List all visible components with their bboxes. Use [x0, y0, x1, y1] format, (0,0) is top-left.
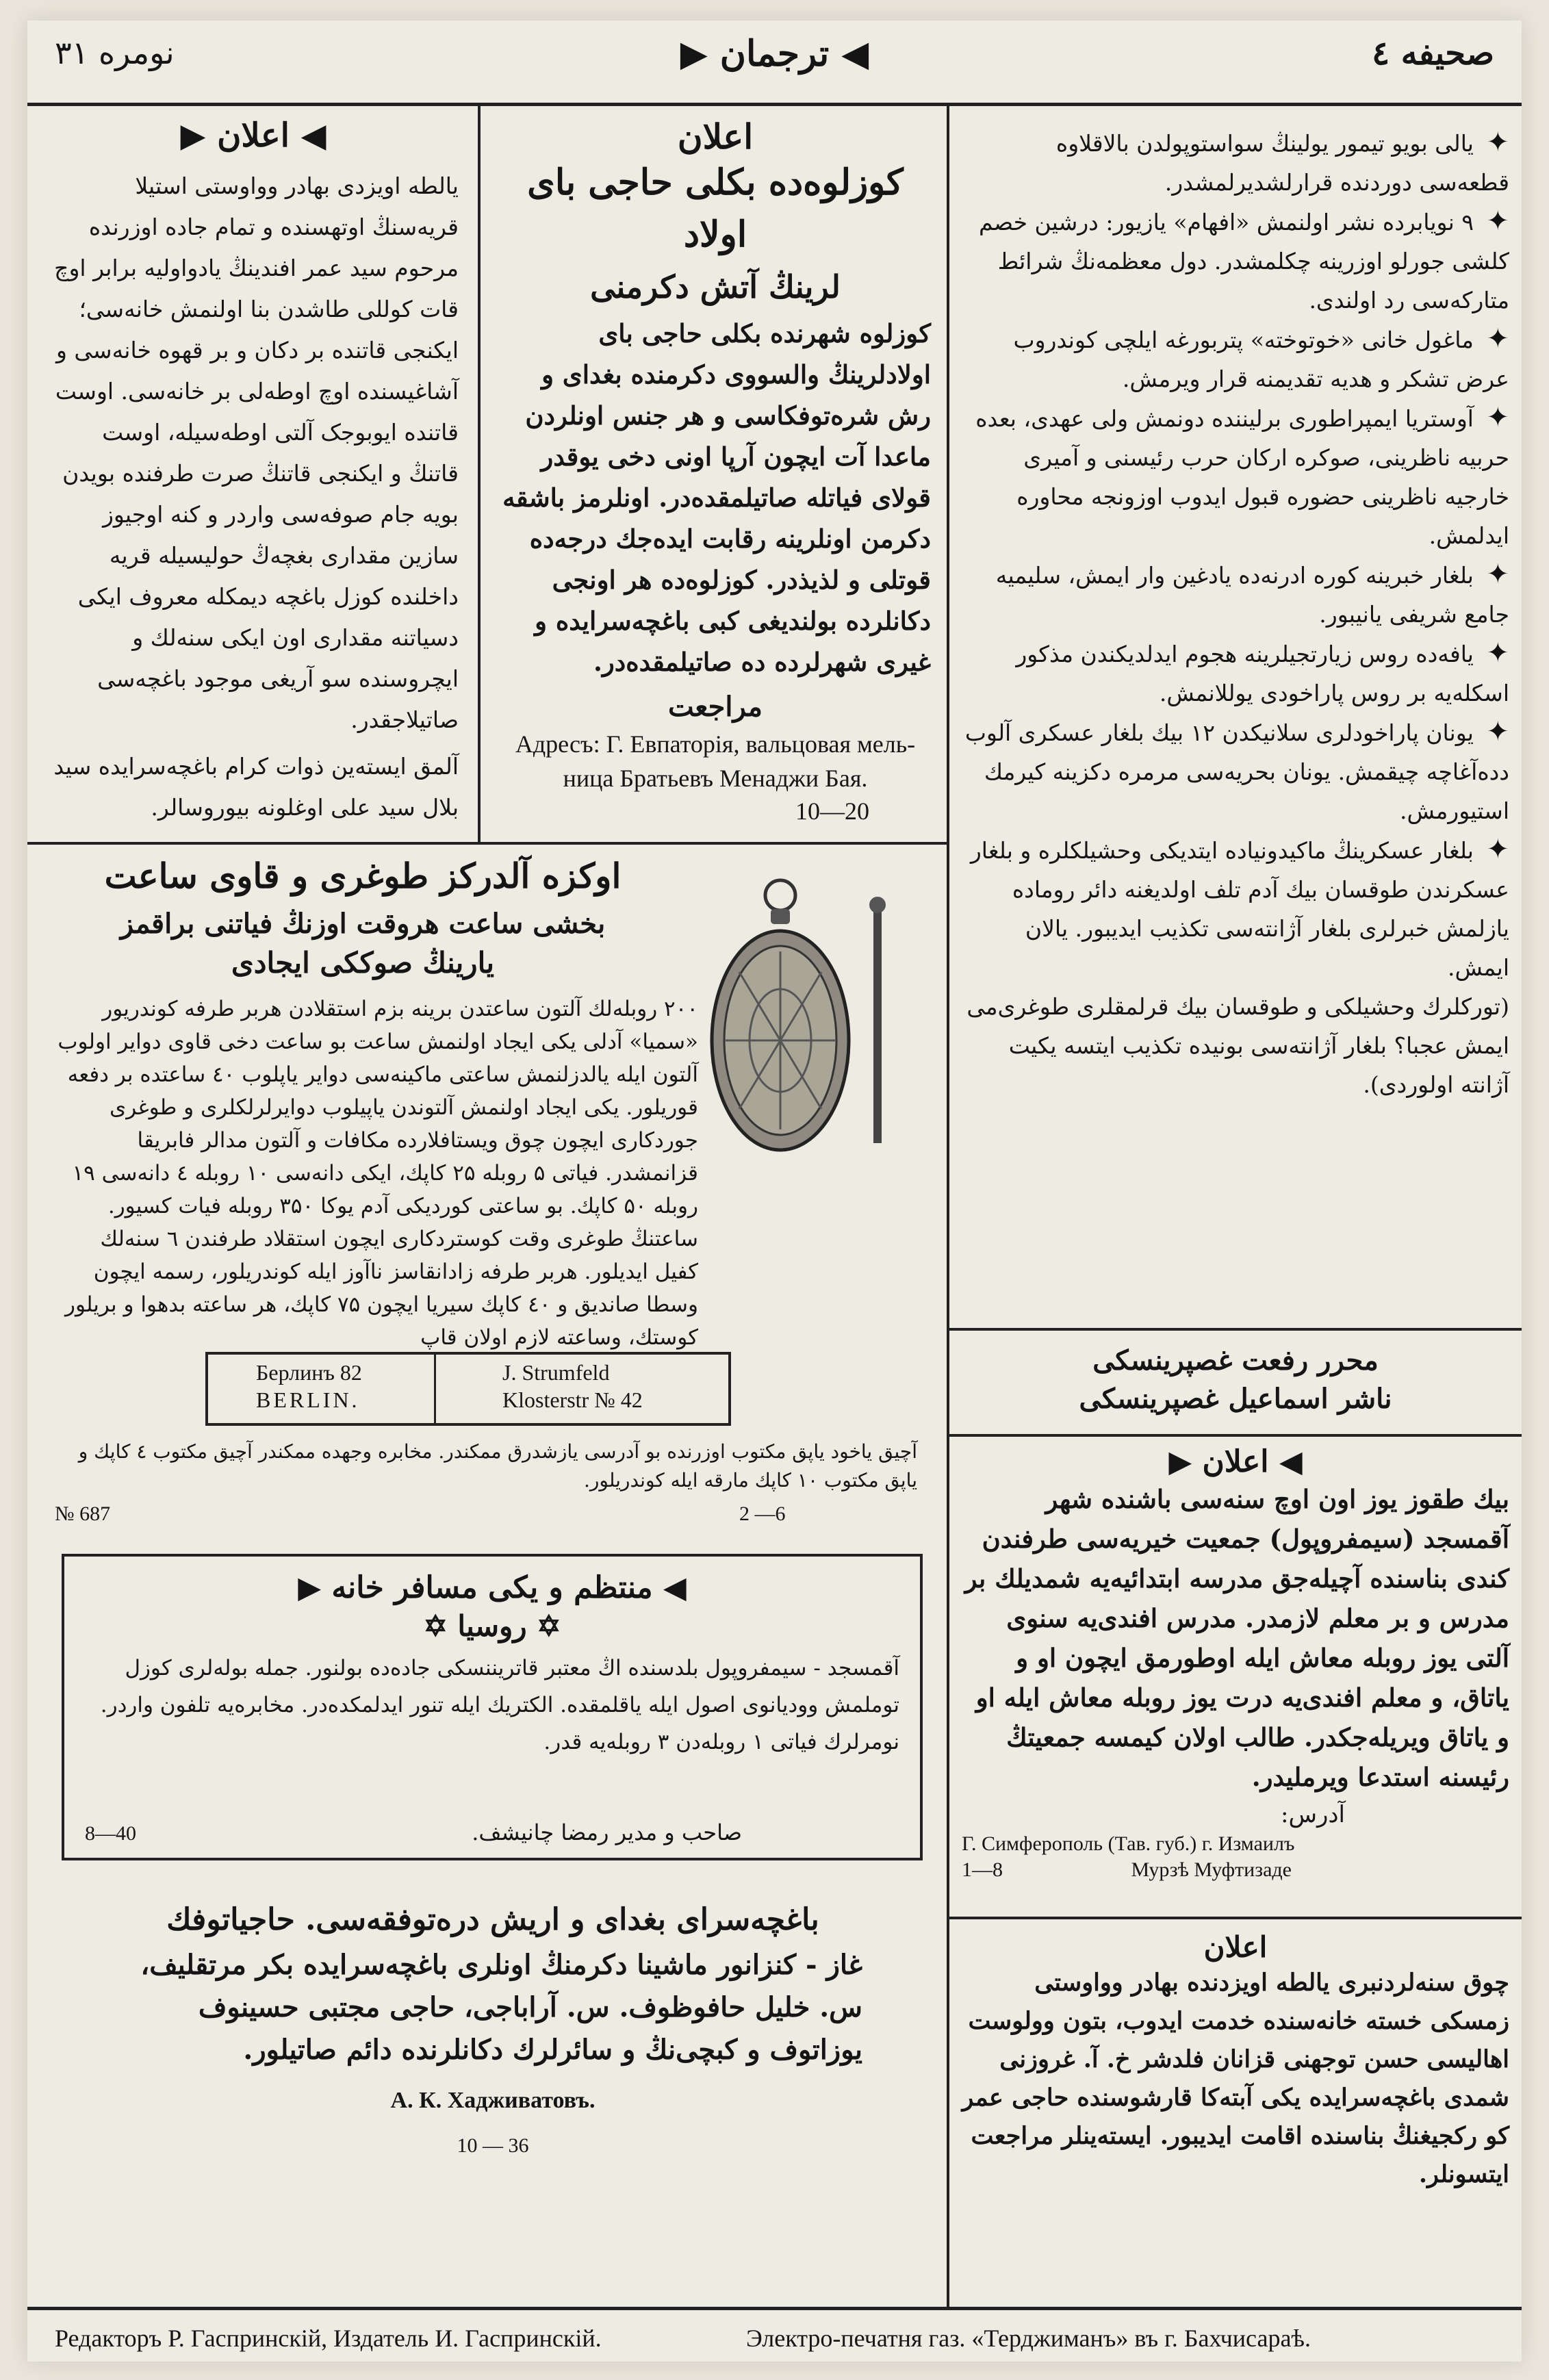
ad-paragraph: آلمق ایسته‌ین ذوات کرام باغچه‌سرایده سید بلال سید علی اوغلونه بیوروسالر. [53, 753, 459, 821]
address-line: Г. Симферополь (Тав. губ.) г. Измаилъ [962, 1832, 1295, 1855]
imprint-printer: Электро-печатня газ. «Терджиманъ» въ г. Бахчисараѣ. [746, 2325, 1311, 2352]
newspaper-page [27, 21, 1522, 2362]
school-ad [962, 1444, 1509, 1910]
address-label: آدرس: [1281, 1801, 1345, 1828]
ad-headline: کوزلوه‌ده بکلی حاجی بای اولاد [527, 162, 904, 255]
column-divider-right [947, 103, 949, 2307]
ad-body: آقمسجد - سیمفروپول بلدسنده اڭ معتبر قاتریننسکی جاده‌ده بولنور. جمله بوله‌لری کوزل توملمش وودیانوی اصول ایله یاقلمقده. الکتریك ایله تنور ایدلمکده‌در. مخابره‌یه تلفون واردر. نومرلرك فیاتی ۱ روبله‌دن ۳ روبله‌یه قدر. [100, 1656, 899, 1754]
news-text: یالی بویو تیمور یولینڭ سواستوپولدن بالاقلاوه قطعه‌سی دوردنده قرارلشدیرلمشدر. [1055, 130, 1509, 196]
ad-owner: صاحب و مدیر رمضا چانیشف. [472, 1819, 742, 1845]
editor-line: محرر رفعت غصپرینسکی [1092, 1344, 1379, 1377]
news-item [962, 398, 1509, 555]
diamond-icon: ✦ [1486, 716, 1509, 747]
diamond-icon: ✦ [1486, 637, 1509, 669]
news-item [962, 634, 1509, 713]
ad-paragraph: یالطه اویزدی بهادر وواوستی استیلا قریه‌سنڭ اوتهسنده و تمام جاده اوزرنده مرحوم سید عمر افندینڭ یادواولیه برابر اوچ قات کوللی طاشدن بنا اولنمش خانه‌سی؛ ایکنجی قاتنده بر دکان و بر قهوه خانه‌سی و آشاغیسنده اوچ اوطه‌لی بر خانه‌سی. اوست قاتنده ایوبوجک آلتی اوطه‌سیله، اوست قاتنڭ و ایکنجی قاتنڭ صرت طرفنده بویدن بویه جام صوفه‌سی واردر و کنه اوجیوز سازین مقداری بغچه‌ڭ حولیسیله قریه داخلنده کوزل باغچه دیمکله معروف ایکی دسیاتنه مقداری اون ایکی سنه‌لك و ایچروسنده سو آریغی موجود باغچه‌سی صاتیلاجقدر. [54, 172, 459, 733]
address-line [962, 1858, 1509, 1882]
diamond-icon: ✦ [1486, 402, 1509, 433]
box-divider [434, 1355, 436, 1423]
diamond-icon: ✦ [1486, 323, 1509, 355]
ad-title: اعلان [677, 116, 754, 157]
seller-name: J. Strumfeld [502, 1360, 610, 1385]
news-text: یونان پاراخودلری سلانیکدن ۱۲ بیك بلغار عسکری آلوب دده‌آغاچه چیقمش. یونان بحریه‌سی مرمره دکزینه کیرمك استیورمش. [964, 719, 1509, 824]
flour-mill-ad [55, 1896, 931, 2293]
news-item [962, 713, 1509, 830]
column-divider-left [478, 103, 481, 842]
news-item [962, 320, 1509, 398]
ad-code: 8—40 [85, 1822, 136, 1845]
news-column [962, 123, 1509, 1321]
address-line: Адресъ: Г. Евпаторія, вальцовая мель- [515, 730, 916, 758]
ad-title: ◀ منتظم و یکی مسافر خانه ▶ [298, 1570, 687, 1605]
publisher-line: ناشر اسماعیل غصپرینسکی [1079, 1383, 1392, 1415]
house-sale-ad [48, 116, 459, 828]
ad-number: № 687 [55, 1502, 111, 1525]
diamond-icon: ✦ [1486, 127, 1509, 158]
issue-number: نومره ۳۱ [55, 34, 175, 71]
pocket-watch-icon [705, 869, 910, 1164]
news-item [962, 987, 1509, 1104]
ad-code: 2 —6 [739, 1502, 786, 1525]
masthead-credits [962, 1342, 1509, 1424]
section-divider-right-credits [947, 1434, 1522, 1437]
feldsher-ad [962, 1930, 1509, 2300]
diamond-icon: ✦ [1486, 559, 1509, 590]
ad-body: چوق سنه‌لردنبری یالطه اویزدنده بهادر وواوستی زمسکی خسته خانه‌سنده خدمت ایدوب، بتون وولوست اهالیسی حسن توجهنی قزانان فلدشر خ. آ. غروزنی شمدی باغچه‌سرایده یکی آبته‌کا قارشوسنده حاجی عمر کو رکجیغنڭ بناسنده اقامت ایدیبور. ایسته‌ینلر مراجعت ایتسونلر. [962, 1969, 1509, 2188]
ad-body: کوزلوه شهرنده بکلی حاجی بای اولادلرینڭ والسووی دکرمنده بغدای و رش شرەتوفکاسی و هر جنس اونلردن ماعدا آت ایچون آرپا اونی دخی یوقدر قولای فیاتله صاتیلمقده‌در. اونلرمز باشقه دکرمن اونلرینه رقابت ایده‌جك درجه‌ده قوتلی و لذیذدر. کوزلوه‌ده هر اونجی دکانلرده بولندیغی کبی باغچه‌سرایده و غیری شهرلرده ده صاتیلمقده‌در. [502, 318, 931, 677]
address-line: ница Братьевъ Менаджи Бая. [563, 765, 868, 792]
ad-code: 1—8 [962, 1858, 1003, 1881]
news-text: ۹ نویابرده نشر اولنمش «افهام» یازیور: درشین خصم کلشی جورلو اوزرینه چکلمشدر. دول معظمه‌نڭ شرائط متارکه‌سی رد اولندی. [979, 209, 1509, 314]
ad-subhead: یارینڭ صوككی ایجادی [231, 946, 495, 980]
ad-body: ۲۰۰ روبله‌لك آلتون ساعتدن برینه بزم استقلادن هربر طرفه کوندریور «سمیا» آدلی یکی ایجاد اولنمش ساعت بو ساعت دخی قاوی دوایر اولوب آلتون ایله یالدزلنمش ساعتی ماکینه‌سی دوایر یاپلوب ٤۰ ساعتده بر دفعه قوریلور. یکی ایجاد اولنمش آلتوندن یاپیلوب دوایرلرلکلری و طوغری جوردکاری ایچون چوق ویستافلارده مکافات و آلتون مدالر فابریقا قزانمشدر. فیاتی ۵ روبله ۲۵ کاپك، ایکی دانه‌سی ۱۰ روبله ٤ دانه‌سی ۱۹ روبله ۵۰ کاپك. بو ساعتی کوردیکی آدم یوکا ۳۵۰ روبله فیات کسیور. ساعتنڭ طوغری وقت کوستردکاری ایچون استقلاد طرفندن ٦ سنه‌لك کفیل ایدیلور. هربر طرفه زادانقاسز ناآوز ایله کوندریلور، رسمه ایچون وسطا صاندیق و ٤۰ کاپك سیریا ایچون ۷۵ کاپك، هر ساعته بدهوا و بریلور کوستك، وساعته لازم اولان قاپ [57, 997, 698, 1350]
news-text: یافه‌ده روس زیارتجیلرینه هجوم ایدلدیکندن مذکور اسکله‌یه بر روس پاراخودی یوللانمش. [1016, 641, 1509, 706]
ad-title: اعلان [1203, 1930, 1268, 1964]
newspaper-title: ◀ ترجمان ▶ [680, 33, 869, 75]
diamond-icon: ✦ [1486, 834, 1509, 865]
ad-title: ◀ اعلان ▶ [180, 116, 327, 155]
ad-body: غاز - کنزانور ماشینا دکرمنڭ اونلری باغچه‌سرایده بکر مرتقلیف، س. خلیل حافوظوف. س. آراباجی، حاجی مجتبی حسینوف یوزاتوف و کبچی‌نڭ و سائرلرك دکانلرنده دائم صاتیلور. [140, 1949, 862, 2066]
reference-label: مراجعت [668, 691, 763, 723]
diamond-icon: ✦ [1486, 205, 1509, 237]
imprint-editor: Редакторъ Р. Гаспринскій, Издатель И. Гаспринскій. [55, 2325, 602, 2352]
news-item [962, 202, 1509, 320]
news-text: ماغول خانی «خوتوخته» پتربورغه ایلچی کوندروب عرض تشکر و هدیه تقدیمنه قرار ویرمش. [1013, 327, 1509, 392]
news-text: (تورکلرك وحشیلکی و طوقسان بیك قرلمقلری طوغری‌می ایمش عجبا؟ بلغار آژانته‌سی بونیده تکذیب ایتسه یکیت آژانته اولوردی). [966, 993, 1509, 1098]
news-item [962, 830, 1509, 987]
page-number: صحیفه ٤ [1372, 34, 1494, 73]
address-name: Мурзѣ Муфтизаде [1131, 1858, 1292, 1881]
seller-city: BERLIN. [256, 1387, 360, 1412]
news-text: آوستریا ایمپراطوری برلیننده دونمش ولی عهدی، بعده حربیه ناظرینی، صوکره ارکان حرب رئیسنی و آمیری خارجیه ناظرینی حضوره قبول ایدوب اوزونجه محاوره ایدلمش. [975, 405, 1509, 549]
seller-street: Klosterstr № 42 [502, 1387, 643, 1412]
ad-footnote: آچیق یاخود یاپق مکتوب اوزرنده بو آدرسی یازشدرق ممکندر. مخابره وجهده ممکندر آچیق مکتوب ٤ کاپك و یاپق مکتوب ۱۰ کاپك مارقه ایله کوندریلور. [78, 1440, 917, 1492]
news-item [962, 123, 1509, 202]
news-text: بلغار خبرینه کوره ادرنه‌ده یادغین وار ایمش، سلیمیه جامع شریفی یانیبور. [995, 562, 1509, 628]
news-text: بلغار عسکرینڭ ماکیدونیاده ایتدیکی وحشیلکلره و بلغار عسکرندن طوقسان بیك آدم تلف اولدیغنه دائر روماده یازلمش خبرلری بلغار آژانته‌سی تکذیب ایدیبور. یالان ایمش. [970, 837, 1509, 981]
ad-headline: باغچه‌سرای بغدای و اریش دره‌توفقه‌سی. حاجیاتوفك [166, 1902, 819, 1937]
hotel-ad [62, 1554, 923, 1860]
seller-city-ru: Берлинъ 82 [256, 1360, 362, 1385]
watch-ad [55, 856, 931, 1540]
ad-code: 10 — 36 [457, 2134, 529, 2157]
imprint-footer [27, 2307, 1522, 2365]
section-divider-right-1 [947, 1328, 1522, 1331]
ad-headline: لرینڭ آتش دکرمنی [590, 268, 841, 305]
mill-ad [500, 116, 931, 835]
ad-headline: اوکزه آلدرکز طوغری و قاوی ساعت [104, 856, 622, 896]
section-divider-1 [27, 842, 947, 845]
ad-body: بیك طقوز یوز اون اوچ سنه‌سی باشنده شهر آقمسجد (سیمفروپول) جمعیت خیریه‌سی طرفندن کندی بناسنده آچیله‌جق مدرسه ابتدائیه‌یه شمدیلك بر مدرس و بر معلم لازمدر. مدرس افندی‌یه سنوی آلتی یوز روبله معاش ایله اوطورمق ایچون او و یاتاق، و معلم افندی‌یه درت یوز روبله معاش ایله او و یاتاق ویریله‌جکدر. طالب اولان کیمسه جمعیتڭ رئیسنه استدعا ویرملیدر. [964, 1484, 1509, 1792]
section-divider-right-2 [947, 1917, 1522, 1919]
ad-subtitle: ✡ روسیا ✡ [423, 1609, 561, 1643]
ad-subhead: بخشی ساعت هروقت اوزنڭ فیاتنی براقمز [120, 908, 606, 940]
masthead [27, 21, 1522, 106]
ad-signature: А. К. Хадживатовъ. [390, 2088, 596, 2113]
ad-code: 10—20 [795, 797, 869, 825]
news-item [962, 555, 1509, 634]
seller-address-box [205, 1352, 731, 1426]
ad-title: ◀ اعلان ▶ [1168, 1444, 1303, 1479]
